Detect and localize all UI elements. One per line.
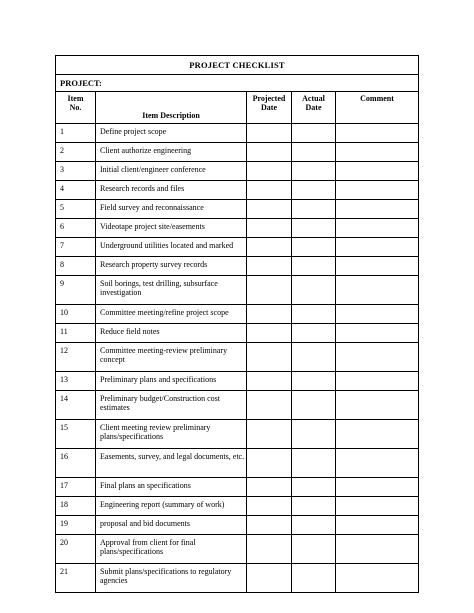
item-number: 7	[56, 238, 96, 257]
projected-date-cell[interactable]	[247, 181, 292, 200]
projected-date-cell[interactable]	[247, 497, 292, 516]
item-description: Underground utilities located and marked	[96, 238, 247, 257]
actual-date-cell[interactable]	[292, 324, 336, 343]
projected-date-cell[interactable]	[247, 391, 292, 420]
actual-date-cell[interactable]	[292, 257, 336, 276]
table-row	[56, 276, 419, 305]
table-row	[56, 143, 419, 162]
item-description: Preliminary plans and specifications	[96, 372, 247, 391]
comment-cell[interactable]	[336, 478, 419, 497]
item-description: Field survey and reconnaissance	[96, 200, 247, 219]
projected-date-cell[interactable]	[247, 324, 292, 343]
comment-cell[interactable]	[336, 257, 419, 276]
item-number: 9	[56, 276, 96, 305]
item-number: 3	[56, 162, 96, 181]
comment-cell[interactable]	[336, 564, 419, 593]
comment-cell[interactable]	[336, 200, 419, 219]
projected-date-header	[247, 92, 292, 124]
actual-date-cell[interactable]	[292, 449, 336, 478]
actual-date-cell[interactable]	[292, 200, 336, 219]
table-row	[56, 343, 419, 372]
project-label: PROJECT:	[56, 75, 419, 92]
actual-date-cell[interactable]	[292, 372, 336, 391]
actual-date-cell[interactable]	[292, 420, 336, 449]
item-number: 20	[56, 535, 96, 564]
projected-date-cell[interactable]	[247, 219, 292, 238]
title-row	[56, 56, 419, 75]
item-number: 4	[56, 181, 96, 200]
table-row	[56, 564, 419, 593]
projected-date-cell[interactable]	[247, 449, 292, 478]
actual-date-cell[interactable]	[292, 535, 336, 564]
item-number: 15	[56, 420, 96, 449]
item-description: Client authorize engineering	[96, 143, 247, 162]
table-row	[56, 478, 419, 497]
comment-cell[interactable]	[336, 305, 419, 324]
item-description: Approval from client for final plans/specifications	[96, 535, 247, 564]
checklist-body	[56, 124, 419, 593]
item-description: Committee meeting-review preliminary concept	[96, 343, 247, 372]
comment-cell[interactable]	[336, 391, 419, 420]
item-description: Client meeting review preliminary plans/specifications	[96, 420, 247, 449]
actual-date-header-line2: Date	[305, 103, 322, 112]
comment-cell[interactable]	[336, 497, 419, 516]
item-description: Reduce field notes	[96, 324, 247, 343]
table-row	[56, 372, 419, 391]
projected-date-header-line1: Projected	[252, 94, 286, 103]
actual-date-cell[interactable]	[292, 343, 336, 372]
projected-date-cell[interactable]	[247, 478, 292, 497]
table-row	[56, 162, 419, 181]
table-row	[56, 324, 419, 343]
item-description: Easements, survey, and legal documents, etc.	[96, 449, 247, 478]
table-row	[56, 391, 419, 420]
item-number: 10	[56, 305, 96, 324]
comment-cell[interactable]	[336, 181, 419, 200]
item-number: 13	[56, 372, 96, 391]
item-number: 14	[56, 391, 96, 420]
actual-date-cell[interactable]	[292, 391, 336, 420]
checklist-table	[55, 55, 419, 593]
table-row	[56, 305, 419, 324]
projected-date-cell[interactable]	[247, 564, 292, 593]
page-title: PROJECT CHECKLIST	[56, 56, 419, 75]
item-description: Engineering report (summary of work)	[96, 497, 247, 516]
actual-date-cell[interactable]	[292, 219, 336, 238]
actual-date-cell[interactable]	[292, 276, 336, 305]
item-number: 6	[56, 219, 96, 238]
item-description: Initial client/engineer conference	[96, 162, 247, 181]
item-number: 11	[56, 324, 96, 343]
projected-date-cell[interactable]	[247, 200, 292, 219]
actual-date-cell[interactable]	[292, 305, 336, 324]
projected-date-cell[interactable]	[247, 420, 292, 449]
actual-date-cell[interactable]	[292, 516, 336, 535]
item-number: 2	[56, 143, 96, 162]
comment-cell[interactable]	[336, 124, 419, 143]
table-row	[56, 219, 419, 238]
item-description: Research property survey records	[96, 257, 247, 276]
table-row	[56, 238, 419, 257]
projected-date-cell[interactable]	[247, 535, 292, 564]
table-row	[56, 257, 419, 276]
table-row	[56, 200, 419, 219]
comment-cell[interactable]	[336, 343, 419, 372]
item-number: 16	[56, 449, 96, 478]
actual-date-cell[interactable]	[292, 124, 336, 143]
projected-date-cell[interactable]	[247, 516, 292, 535]
item-number: 19	[56, 516, 96, 535]
comment-cell[interactable]	[336, 162, 419, 181]
comment-cell[interactable]	[336, 535, 419, 564]
item-no-header-line1: Item	[67, 94, 84, 103]
item-number: 17	[56, 478, 96, 497]
item-no-header-line2: No.	[69, 103, 82, 112]
item-description: Soil borings, test drilling, subsurface investigation	[96, 276, 247, 305]
item-description: Research records and files	[96, 181, 247, 200]
projected-date-header-line2: Date	[261, 103, 277, 112]
comment-cell[interactable]	[336, 238, 419, 257]
item-description-header: Item Description	[96, 92, 247, 124]
projected-date-cell[interactable]	[247, 162, 292, 181]
comment-cell[interactable]	[336, 372, 419, 391]
actual-date-cell[interactable]	[292, 564, 336, 593]
comment-header: Comment	[336, 92, 419, 124]
item-number: 21	[56, 564, 96, 593]
comment-cell[interactable]	[336, 516, 419, 535]
projected-date-cell[interactable]	[247, 276, 292, 305]
item-description: Videotape project site/easements	[96, 219, 247, 238]
projected-date-cell[interactable]	[247, 305, 292, 324]
comment-cell[interactable]	[336, 276, 419, 305]
actual-date-cell[interactable]	[292, 143, 336, 162]
item-number: 12	[56, 343, 96, 372]
item-description: Define project scope	[96, 124, 247, 143]
comment-cell[interactable]	[336, 143, 419, 162]
table-row	[56, 181, 419, 200]
item-number: 18	[56, 497, 96, 516]
actual-date-cell[interactable]	[292, 497, 336, 516]
item-description: Committee meeting/refine project scope	[96, 305, 247, 324]
actual-date-header-line1: Actual	[302, 94, 325, 103]
item-description: Final plans an specifications	[96, 478, 247, 497]
projected-date-cell[interactable]	[247, 257, 292, 276]
table-row	[56, 516, 419, 535]
item-number: 5	[56, 200, 96, 219]
item-description: Submit plans/specifications to regulatory agencies	[96, 564, 247, 593]
actual-date-header	[292, 92, 336, 124]
column-header-row	[56, 92, 419, 124]
comment-cell[interactable]	[336, 449, 419, 478]
comment-cell[interactable]	[336, 420, 419, 449]
table-row	[56, 535, 419, 564]
item-number: 1	[56, 124, 96, 143]
projected-date-cell[interactable]	[247, 372, 292, 391]
table-row	[56, 449, 419, 478]
projected-date-cell[interactable]	[247, 124, 292, 143]
table-row	[56, 497, 419, 516]
actual-date-cell[interactable]	[292, 162, 336, 181]
actual-date-cell[interactable]	[292, 181, 336, 200]
item-number: 8	[56, 257, 96, 276]
comment-cell[interactable]	[336, 324, 419, 343]
table-row	[56, 124, 419, 143]
checklist-sheet	[55, 55, 418, 593]
projected-date-cell[interactable]	[247, 143, 292, 162]
projected-date-cell[interactable]	[247, 238, 292, 257]
project-row	[56, 75, 419, 92]
projected-date-cell[interactable]	[247, 343, 292, 372]
item-no-header	[56, 92, 96, 124]
comment-cell[interactable]	[336, 219, 419, 238]
actual-date-cell[interactable]	[292, 238, 336, 257]
table-row	[56, 420, 419, 449]
item-description: proposal and bid documents	[96, 516, 247, 535]
item-description: Preliminary budget/Construction cost estimates	[96, 391, 247, 420]
actual-date-cell[interactable]	[292, 478, 336, 497]
